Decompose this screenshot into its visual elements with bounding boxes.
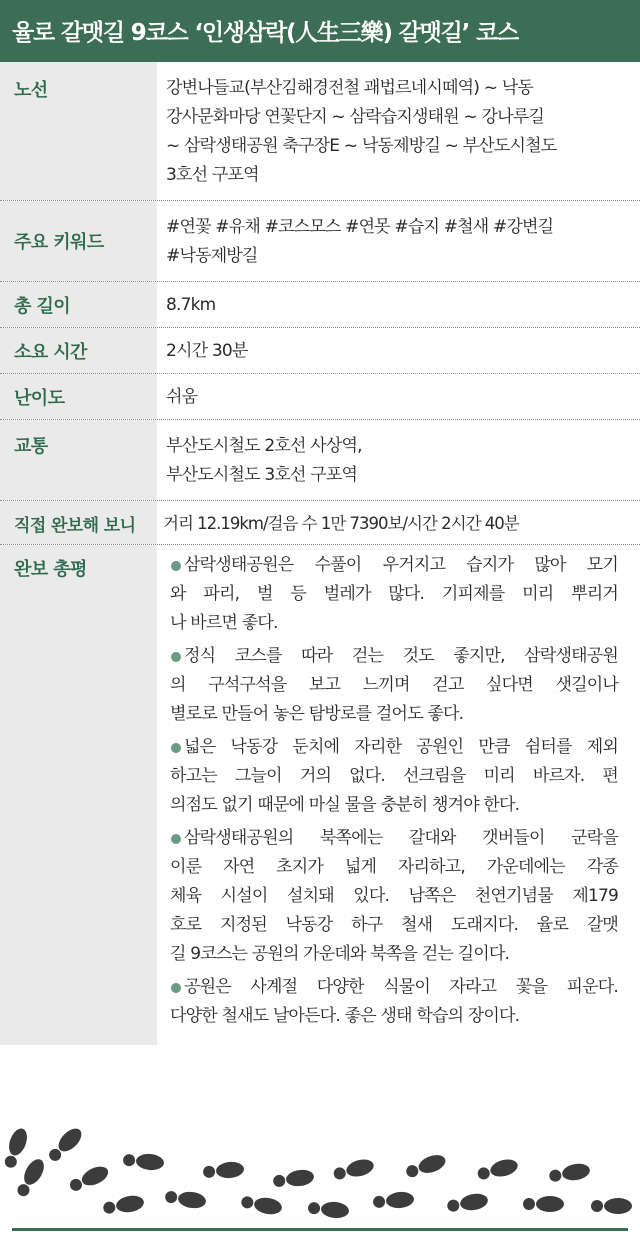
review-item [170, 733, 618, 820]
row-transport [0, 420, 640, 501]
row-value [166, 201, 640, 281]
review-line: 정식 코스를 따라 걷는 것도 좋지만, 삼락생태공원 [184, 646, 618, 666]
bullet-icon [171, 834, 181, 844]
footer-divider [12, 1228, 628, 1231]
value-line: 2시간 30분 [166, 341, 248, 361]
value-line: #낙동제방길 [166, 246, 258, 266]
row-label: 총 길이 [14, 296, 71, 317]
bullet-icon [171, 743, 181, 753]
value-line: 쉬움 [166, 387, 198, 407]
review-line: 의점도 없기 때문에 마실 물을 충분히 챙겨야 한다. [170, 795, 520, 815]
value-line: #연꽃 #유채 #코스모스 #연못 #습지 #철새 #강변길 [166, 217, 554, 237]
review-line: 하고는 그늘이 거의 없다. 선크림을 미리 바르자. 편 [170, 766, 618, 786]
row-label: 소요 시간 [14, 342, 87, 363]
row-label: 교통 [14, 436, 48, 457]
review-item [170, 824, 618, 969]
row-value [166, 282, 640, 327]
review-item [170, 642, 618, 729]
row-difficulty [0, 374, 640, 420]
value-line: 거리 12.19km/걸음 수 1만 7390보/시간 2시간 40분 [163, 514, 519, 533]
page-title: 율로 갈맷길 9코스 ‘인생삼락(人生三樂) 갈맷길’ 코스 [0, 0, 640, 60]
row-keywords [0, 201, 640, 282]
review-line: 나 바르면 좋다. [170, 613, 278, 633]
row-label: 난이도 [14, 388, 65, 409]
row-review [0, 545, 640, 1039]
row-duration [0, 328, 640, 374]
review-line: 체육 시설이 설치돼 있다. 남쪽은 천연기념물 제179 [170, 886, 618, 906]
review-line: 호로 지정된 낙동강 하구 철새 도래지다. 율로 갈맷 [170, 915, 618, 935]
review-line: 다양한 철새도 날아든다. 좋은 생태 학습의 장이다. [170, 1006, 520, 1026]
review-list [170, 545, 640, 1039]
review-line: 이룬 자연 초지가 넓게 자리하고, 가운데에는 각종 [170, 857, 618, 877]
value-line: 3호선 구포역 [166, 165, 259, 185]
value-line: 8.7km [166, 295, 216, 315]
review-line: 별로로 만들어 놓은 탐방로를 걸어도 좋다. [170, 704, 464, 724]
footprints-icon [0, 1118, 640, 1226]
row-label: 주요 키워드 [14, 232, 104, 253]
value-line: 부산도시철도 3호선 구포역 [166, 465, 358, 485]
review-item [170, 973, 618, 1031]
row-value [163, 501, 640, 544]
value-line: 부산도시철도 2호선 사상역, [166, 436, 362, 456]
row-value [166, 62, 640, 200]
row-length [0, 282, 640, 328]
value-line: 강변나들교(부산김해경전철 괘법르네시떼역) ~ 낙동 [166, 78, 533, 98]
course-info-table [0, 60, 640, 1039]
review-line: 공원은 사계절 다양한 식물이 자라고 꽃을 피운다. [184, 977, 618, 997]
row-value [166, 420, 640, 500]
review-line: 삼락생태공원은 수풀이 우거지고 습지가 많아 모기 [184, 555, 618, 575]
review-item [170, 551, 618, 638]
review-line: 와 파리, 벌 등 벌레가 많다. 기피제를 미리 뿌리거 [170, 584, 618, 604]
value-line: ~ 삼락생태공원 축구장E ~ 낙동제방길 ~ 부산도시철도 [166, 136, 557, 156]
value-line: 강사문화마당 연꽃단지 ~ 삼락습지생태원 ~ 강나루길 [166, 107, 544, 127]
review-line: 넓은 낙동강 둔치에 자리한 공원인 만큼 쉼터를 제외 [184, 737, 618, 757]
row-route [0, 60, 640, 201]
row-value [166, 374, 640, 419]
row-label: 직접 완보해 보니 [14, 516, 136, 536]
row-actual-walk [0, 501, 640, 545]
bullet-icon [171, 983, 181, 993]
row-value [166, 328, 640, 373]
row-label: 완보 총평 [14, 559, 87, 580]
review-line: 삼락생태공원의 북쪽에는 갈대와 갯버들이 군락을 [184, 828, 618, 848]
bullet-icon [171, 561, 181, 571]
bullet-icon [171, 652, 181, 662]
row-label: 노선 [14, 80, 48, 101]
review-line: 의 구석구석을 보고 느끼며 걷고 싶다면 샛길이나 [170, 675, 618, 695]
review-line: 길 9코스는 공원의 가운데와 북쪽을 걷는 길이다. [170, 944, 510, 964]
